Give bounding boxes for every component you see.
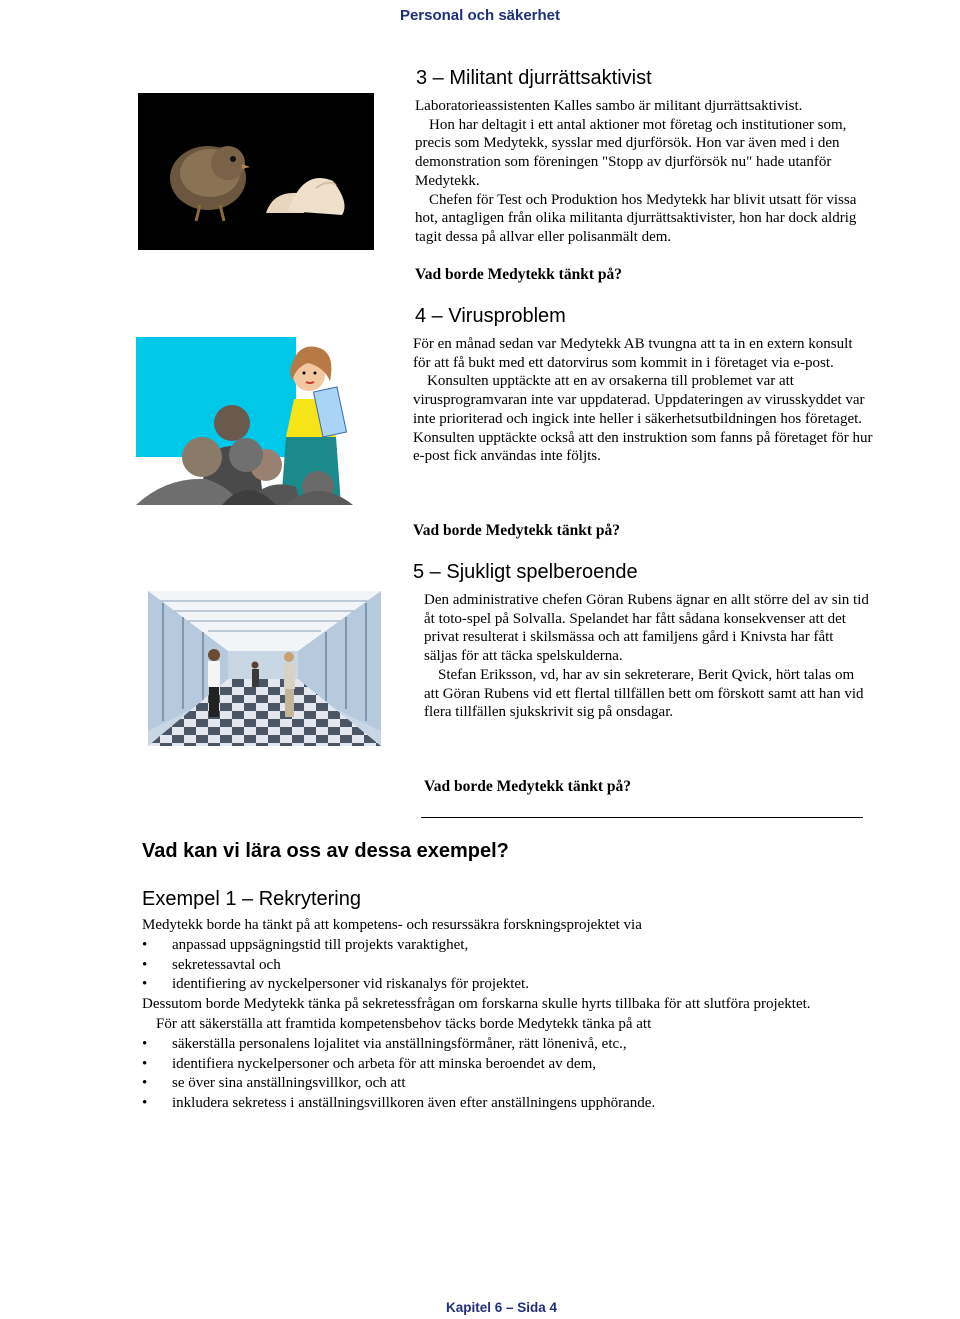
- example-1-intro: Medytekk borde ha tänkt på att kompetens- och resurssäkra forskningsprojektet via: [142, 917, 642, 933]
- section-5-paragraph: Den administrative chefen Göran Rubens ägnar en allt större del av sin tid åt toto-spel på Solvalla. Spelandet har fått sådana konsekvenser att det privat resulterat i skilsmässa och att familjens gård i Knivsta har fått säljas för att täcka spelskulderna.: [424, 592, 869, 665]
- section-5-paragraph: Stefan Eriksson, vd, har av sin sekreterare, Berit Qvick, hört talas om att Göran Rubens vid ett flertal tillfällen bett om förskott samt att han vid flera tillfällen sjukskrivit sig på onsdagar.: [424, 666, 864, 721]
- section-3-paragraph: Hon har deltagit i ett antal aktioner mot företag och institutioner som, precis som Medytekk, sysslar med djurförsök. Hon var även med i den demonstration som föreningen "Stopp av djurförsök nu" hade utanför Medytekk.: [415, 116, 847, 189]
- list-item: [142, 1035, 862, 1055]
- bullet-icon: •: [142, 1055, 148, 1072]
- list-item: [142, 975, 862, 995]
- section-3-body: [415, 97, 875, 247]
- list-item: [142, 956, 862, 976]
- section-4-question: Vad borde Medytekk tänkt på?: [413, 522, 620, 539]
- section-4-paragraph: För en månad sedan var Medytekk AB tvungna att ta in en extern konsult för att få bukt med ett datorvirus som kommit in i företaget via e-post.: [413, 336, 853, 371]
- example-1-bullet-list: [142, 936, 862, 995]
- example-1-intro-2: För att säkerställa att framtida kompetensbehov täcks borde Medytekk tänka på att: [156, 1015, 652, 1032]
- bullet-icon: •: [142, 936, 148, 953]
- section-4-heading: 4 – Virusproblem: [415, 305, 566, 327]
- section-3-paragraph: Chefen för Test och Produktion hos Medytekk har blivit utsatt för vissa hot, antagligen från olika militanta djurrättsaktivister, hon har dock aldrig tagit dessa på allvar eller polisanmält dem.: [415, 191, 857, 245]
- section-3-paragraph: Laboratorieassistenten Kalles sambo är militant djurrättsaktivist.: [415, 98, 803, 114]
- bullet-icon: •: [142, 1035, 148, 1052]
- section-3-heading: 3 – Militant djurrättsaktivist: [416, 67, 652, 89]
- section-5-question: Vad borde Medytekk tänkt på?: [424, 778, 631, 795]
- bullet-icon: •: [142, 1095, 148, 1112]
- separator-line: [421, 817, 863, 818]
- airport-corridor-photo: [148, 591, 381, 746]
- list-item-text: inkludera sekretess i anställningsvillkoren även efter anställningens upphörande.: [172, 1095, 656, 1112]
- list-item-text: anpassad uppsägningstid till projekts varaktighet,: [172, 936, 469, 953]
- list-item-text: sekretessavtal och: [172, 956, 281, 973]
- list-item: [142, 1055, 862, 1075]
- list-item: [142, 1094, 862, 1114]
- section-4-paragraph: Konsulten upptäckte att en av orsakerna till problemet var att virusprogramvaran inte var uppdaterad. Uppdateringen av virusskyddet var inte prioriterad och ingick inte heller i säkerhetsutbildningen hos företaget. Konsulten upptäckte också att den instruktion som fanns på företaget för hur e-post fick användas inte följts.: [413, 373, 873, 465]
- list-item-text: säkerställa personalens lojalitet via anställningsförmåner, rätt lönenivå, etc.,: [172, 1035, 627, 1052]
- section-5-body: [424, 591, 869, 722]
- list-item-text: identifiering av nyckelpersoner vid riskanalys för projektet.: [172, 976, 529, 993]
- chick-and-eggshell-photo: [138, 93, 374, 250]
- summary-heading: Vad kan vi lära oss av dessa exempel?: [142, 840, 509, 862]
- example-1-middle: Dessutom borde Medytekk tänka på sekretessfrågan om forskarna skulle hyrts tillbaka för att slutföra projektet.: [142, 996, 811, 1013]
- example-1-body: [142, 916, 862, 1114]
- list-item: [142, 936, 862, 956]
- list-item-text: identifiera nyckelpersoner och arbeta för att minska beroendet av dem,: [172, 1055, 596, 1072]
- bullet-icon: •: [142, 1075, 148, 1092]
- section-4-body: [413, 335, 873, 466]
- meeting-clipart: [136, 337, 353, 505]
- section-3-question: Vad borde Medytekk tänkt på?: [415, 266, 622, 283]
- example-1-bullet-list-2: [142, 1035, 862, 1114]
- bullet-icon: •: [142, 976, 148, 993]
- example-1-heading: Exempel 1 – Rekrytering: [142, 888, 361, 910]
- list-item: [142, 1074, 862, 1094]
- bullet-icon: •: [142, 956, 148, 973]
- list-item-text: se över sina anställningsvillkor, och att: [172, 1075, 406, 1092]
- section-5-heading: 5 – Sjukligt spelberoende: [413, 561, 638, 583]
- page-footer: Kapitel 6 – Sida 4: [445, 1300, 558, 1315]
- running-header: Personal och säkerhet: [399, 7, 561, 24]
